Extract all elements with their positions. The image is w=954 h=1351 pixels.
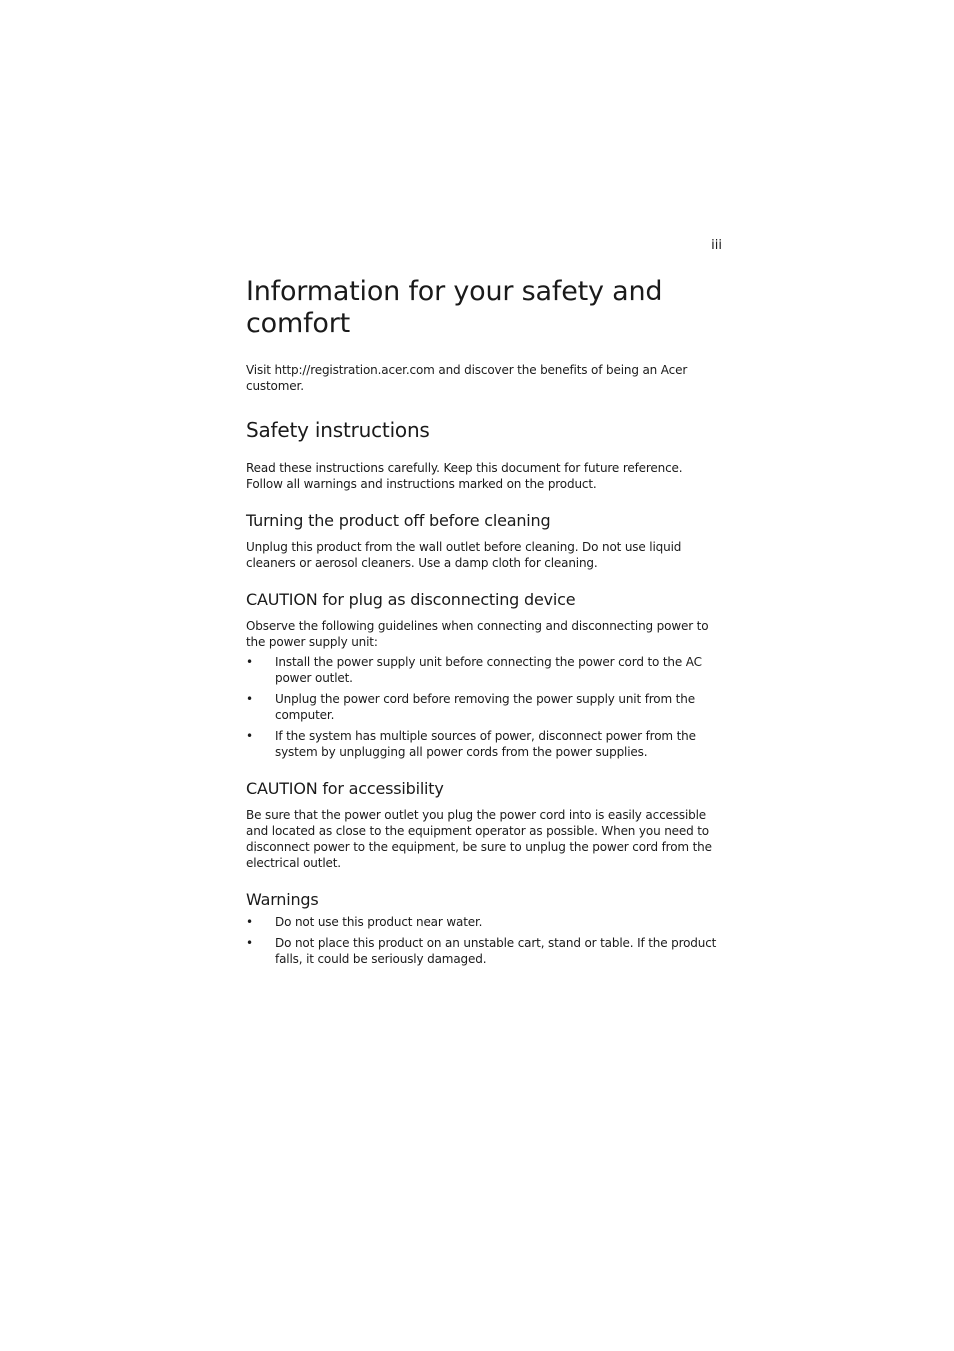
bullet-icon: • xyxy=(246,729,253,743)
accessibility-paragraph: Be sure that the power outlet you plug the power cord into is easily accessible and located as close to the equipment operator as possible. When you need to disconnect power to the equipment, be sure to unplug the power cord from the electrical outlet. xyxy=(246,808,712,870)
list-item: • Do not place this product on an unstable cart, stand or table. If the product falls, it could be seriously damaged. xyxy=(246,936,717,966)
subheading-accessibility: CAUTION for accessibility xyxy=(246,779,444,798)
bullet-icon: • xyxy=(246,915,253,929)
cleaning-paragraph: Unplug this product from the wall outlet before cleaning. Do not use liquid cleaners or aerosol cleaners. Use a damp cloth for cleaning. xyxy=(246,540,682,570)
subheading-warnings: Warnings xyxy=(246,890,319,909)
subheading-cleaning: Turning the product off before cleaning xyxy=(246,511,551,530)
plug-paragraph: Observe the following guidelines when connecting and disconnecting power to the power supply unit: xyxy=(246,619,709,649)
subheading-plug: CAUTION for plug as disconnecting device xyxy=(246,590,576,609)
warnings-list xyxy=(246,914,722,967)
list-item: • Unplug the power cord before removing the power supply unit from the computer. xyxy=(246,692,695,722)
bullet-icon: • xyxy=(246,936,253,950)
list-item: • Do not use this product near water. xyxy=(246,915,483,929)
bullet-icon: • xyxy=(246,655,253,669)
plug-guidelines-list xyxy=(246,654,722,760)
page-number: iii xyxy=(711,238,722,253)
section-heading-safety: Safety instructions xyxy=(246,418,430,442)
document-body xyxy=(246,276,722,967)
intro-paragraph: Visit http://registration.acer.com and discover the benefits of being an Acer customer. xyxy=(246,363,688,393)
page-title: Information for your safety and comfort xyxy=(246,276,663,339)
bullet-icon: • xyxy=(246,692,253,706)
safety-paragraph: Read these instructions carefully. Keep this document for future reference. Follow all warnings and instructions marked on the product. xyxy=(246,461,683,491)
list-item: • Install the power supply unit before connecting the power cord to the AC power outlet. xyxy=(246,655,702,685)
list-item: • If the system has multiple sources of power, disconnect power from the system by unplugging all power cords from the power supplies. xyxy=(246,729,696,759)
